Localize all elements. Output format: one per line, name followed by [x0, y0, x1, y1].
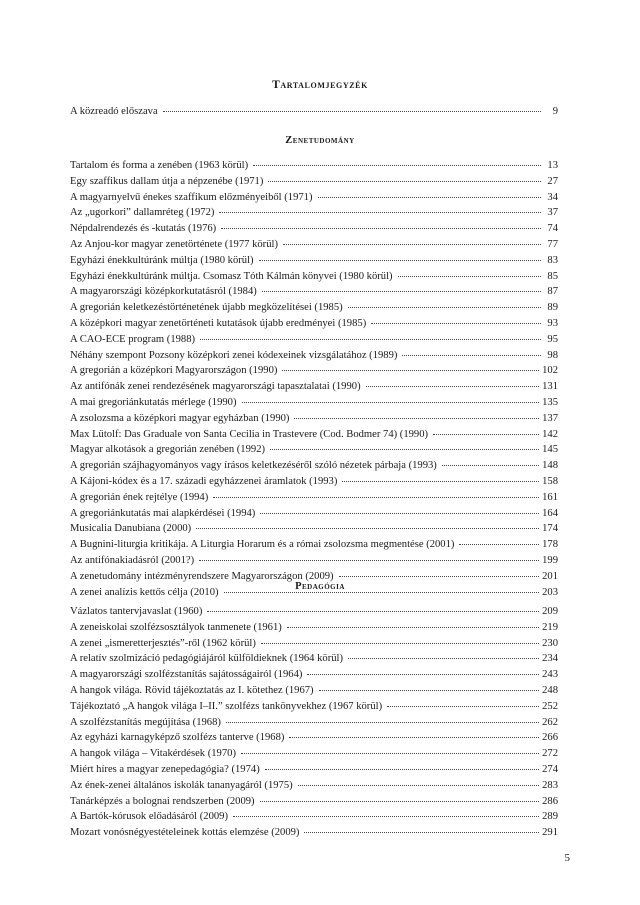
toc-entry — [70, 379, 558, 395]
toc-entry-page: 161 — [542, 491, 558, 503]
dot-leader — [289, 736, 539, 738]
toc-entry — [70, 746, 558, 762]
dot-leader — [304, 831, 539, 833]
dot-leader — [199, 559, 539, 561]
toc-entry-page: 85 — [547, 270, 558, 282]
toc-entry — [70, 794, 558, 810]
toc-entry — [70, 395, 558, 411]
toc-entry — [70, 636, 558, 652]
toc-entry-title: Tájékoztató „A hangok világa I–II.” szolfézs tankönyvekhez (1967 körül) — [70, 700, 383, 712]
toc-entry-title: A mai gregoriánkutatás mérlege (1990) — [70, 396, 237, 408]
toc-entry-title: Egy szaffikus dallam útja a népzenébe (1971) — [70, 175, 264, 187]
toc-entry — [70, 521, 558, 537]
toc-entry — [70, 284, 558, 300]
toc-entry-page: 93 — [547, 317, 558, 329]
toc-entry-page: 77 — [547, 238, 558, 250]
toc-entry-title: A gregorián ének rejtélye (1994) — [70, 491, 209, 503]
toc-entry-title: A hangok világa. Rövid tájékoztatás az I. kötethez (1967) — [70, 684, 314, 696]
toc-entry — [70, 683, 558, 699]
toc-entry — [70, 474, 558, 490]
toc-entry — [70, 699, 558, 715]
toc-entry-title: A hangok világa – Vitakérdések (1970) — [70, 748, 236, 760]
toc-entry-page: 148 — [542, 460, 558, 472]
toc-entry-title: Az ének-zenei általános iskolák tananyagáról (1975) — [70, 779, 293, 791]
toc-entry-page: 27 — [547, 175, 558, 187]
toc-entry-page: 291 — [542, 827, 558, 839]
dot-leader — [402, 354, 541, 356]
toc-entry-title: A Bartók-kórusok előadásáról (2009) — [70, 811, 228, 823]
toc-entry — [70, 300, 558, 316]
toc-entry-title: A Bugnini-liturgia kritikája. A Liturgia Horarum és a római zsolozsma megmentése (2001) — [70, 539, 455, 551]
dot-leader — [163, 110, 541, 112]
dot-leader — [260, 512, 539, 514]
dot-leader — [265, 768, 539, 770]
toc-entry-page: 286 — [542, 795, 558, 807]
toc-entry — [70, 553, 558, 569]
toc-entry-title: Az antifónák zenei rendezésének magyarországi tapasztalatai (1990) — [70, 381, 361, 393]
toc-entry — [70, 221, 558, 237]
toc-entry-title: Népdalrendezés és -kutatás (1976) — [70, 223, 217, 235]
toc-entry — [70, 537, 558, 553]
toc-entry — [70, 715, 558, 731]
dot-leader — [253, 164, 541, 166]
toc-entry-page: 102 — [542, 365, 558, 377]
toc-entry-title: A magyarnyelvű énekes szaffikum előzményeiből (1971) — [70, 191, 313, 203]
toc-entry-page: 37 — [547, 207, 558, 219]
toc-entry-title: Az antifónakiadásról (2001?) — [70, 554, 195, 566]
toc-entry-title: A CAO-ECE program (1988) — [70, 333, 196, 345]
toc-entry-title: A zenetudomány intézményrendszere Magyarországon (2009) — [70, 570, 334, 582]
dot-leader — [442, 464, 539, 466]
toc-entry-title: Mozart vonósnégyestételeinek kottás elemzése (2009) — [70, 827, 300, 839]
toc-entry — [70, 442, 558, 458]
toc-entry-page: 74 — [547, 223, 558, 235]
toc-entry-page: 272 — [542, 748, 558, 760]
dot-leader — [433, 433, 539, 435]
toc-entry — [70, 237, 558, 253]
toc-entry-title: A zenei „ismeretterjesztés”-ről (1962 körül) — [70, 637, 256, 649]
dot-leader — [207, 610, 539, 612]
toc-entry-title: A magyarországi középkorkutatásról (1984) — [70, 286, 257, 298]
toc-entry-title: Magyar alkotások a gregorián zenében (1992) — [70, 444, 266, 456]
toc-entry-title: A közreadó előszava — [70, 106, 158, 117]
toc-entry-page: 178 — [542, 539, 558, 551]
toc-entry — [70, 762, 558, 778]
toc-entry-title: Max Lütolf: Das Graduale von Santa Cecilia in Trastevere (Cod. Bodmer 74) (1990) — [70, 428, 429, 440]
toc-entry — [70, 506, 558, 522]
toc-entry — [70, 253, 558, 269]
toc-entry-title: Néhány szempont Pozsony középkori zenei kódexeinek vizsgálatához (1989) — [70, 349, 398, 361]
toc-entry-page: 131 — [542, 381, 558, 393]
dot-leader — [298, 784, 539, 786]
dot-leader — [196, 527, 539, 529]
dot-leader — [270, 448, 539, 450]
toc-entry-title: A gregoriánkutatás mai alapkérdései (1994) — [70, 507, 256, 519]
toc-entry — [70, 604, 558, 620]
toc-entry-page: 174 — [542, 523, 558, 535]
toc-entry — [70, 190, 558, 206]
toc-entry-page: 145 — [542, 444, 558, 456]
toc-entry-page: 137 — [542, 412, 558, 424]
toc-entry-title: Az egyházi karnagyképző szolfézs tanterve (1968) — [70, 732, 285, 744]
toc-entry-title: A középkori magyar zenetörténeti kutatások újabb eredményei (1985) — [70, 317, 367, 329]
toc-entry-page: 289 — [542, 811, 558, 823]
dot-leader — [233, 815, 539, 817]
toc-entry-title: A zsolozsma a középkori magyar egyházban (1990) — [70, 412, 290, 424]
toc-entry-page: 209 — [542, 606, 558, 617]
dot-leader — [261, 642, 539, 644]
toc-entry-title: Egyházi énekkultúránk múltja (1980 körül) — [70, 254, 254, 266]
dot-leader — [282, 369, 539, 371]
toc-entry — [70, 427, 558, 443]
toc-entry-page: 274 — [542, 763, 558, 775]
page-number: 5 — [564, 852, 570, 864]
toc-entry — [70, 667, 558, 683]
dot-leader — [200, 338, 541, 340]
toc-entry-page: 230 — [542, 637, 558, 649]
toc-entry — [70, 620, 558, 636]
toc-entry-page: 89 — [547, 302, 558, 314]
toc-entry — [70, 730, 558, 746]
toc-entry-title: A zeneiskolai szolfézsosztályok tanmenete (1961) — [70, 621, 282, 633]
page-title: Tartalomjegyzék — [272, 79, 368, 91]
toc-entry-title: A relatív szolmizáció pedagógiájáról külföldieknek (1964 körül) — [70, 653, 344, 665]
toc-entry-title: Vázlatos tantervjavaslat (1960) — [70, 606, 203, 617]
section-heading-zenetudomany: Zenetudomány — [285, 135, 355, 146]
dot-leader — [348, 657, 539, 659]
toc-entry-page: 219 — [542, 621, 558, 633]
dot-leader — [287, 626, 539, 628]
dot-leader — [221, 227, 541, 229]
toc-entry-page: 243 — [542, 669, 558, 681]
toc-entry — [70, 348, 558, 364]
toc-entry-page: 87 — [547, 286, 558, 298]
toc-entry-page: 83 — [547, 254, 558, 266]
intro-list — [70, 104, 558, 120]
toc-entry-page: 203 — [542, 586, 558, 598]
toc-entry-title: Miért híres a magyar zenepedagógia? (1974) — [70, 763, 260, 775]
dot-leader — [307, 673, 539, 675]
toc-entry-page: 248 — [542, 684, 558, 696]
toc-entry-page: 164 — [542, 507, 558, 519]
toc-entry — [70, 411, 558, 427]
dot-leader — [283, 243, 541, 245]
toc-entry-title: A szolfézstanítás megújítása (1968) — [70, 716, 221, 728]
toc-entry-page: 158 — [542, 475, 558, 487]
toc-entry-page: 201 — [542, 570, 558, 582]
toc-entry-page: 266 — [542, 732, 558, 744]
toc-entry — [70, 158, 558, 174]
dot-leader — [371, 322, 541, 324]
dot-leader — [348, 306, 541, 308]
dot-leader — [242, 401, 540, 403]
toc-entry-title: A gregorián a középkori Magyarországon (1990) — [70, 365, 278, 377]
toc-entry — [70, 316, 558, 332]
toc-entry-page: 252 — [542, 700, 558, 712]
toc-entry-title: A zenei analízis kettős célja (2010) — [70, 586, 219, 598]
toc-entry-title: A gregorián keletkezéstörténetének újabb megközelítései (1985) — [70, 302, 343, 314]
dot-leader — [342, 480, 539, 482]
toc-entry-title: A gregorián szájhagyományos vagy írásos keletkezéséről szóló nézetek párbaja (1993) — [70, 460, 437, 472]
dot-leader — [387, 705, 539, 707]
toc-entry-title: Tanárképzés a bolognai rendszerben (2009) — [70, 795, 255, 807]
section-list-pedagogia — [70, 604, 558, 841]
toc-entry — [70, 332, 558, 348]
dot-leader — [226, 721, 539, 723]
toc-entry-page: 13 — [547, 160, 558, 171]
toc-entry-page: 262 — [542, 716, 558, 728]
toc-entry-page: 199 — [542, 554, 558, 566]
toc-entry-page: 283 — [542, 779, 558, 791]
toc-entry-title: Tartalom és forma a zenében (1963 körül) — [70, 160, 249, 171]
toc-entry-page: 234 — [542, 653, 558, 665]
toc-entry — [70, 825, 558, 841]
toc-entry — [70, 490, 558, 506]
dot-leader — [398, 275, 541, 277]
toc-entry-title: Musicalia Danubiana (2000) — [70, 523, 192, 535]
dot-leader — [319, 689, 540, 691]
toc-entry — [70, 269, 558, 285]
toc-entry-title: A magyarországi szolfézstanítás sajátosságairól (1964) — [70, 669, 303, 681]
toc-entry-title: Az Anjou-kor magyar zenetörténete (1977 körül) — [70, 238, 278, 250]
dot-leader — [262, 290, 541, 292]
dot-leader — [366, 385, 540, 387]
toc-entry-page: 95 — [547, 333, 558, 345]
section-heading-pedagogia: Pedagógia — [295, 581, 345, 592]
toc-entry-page: 135 — [542, 396, 558, 408]
toc-entry — [70, 205, 558, 221]
dot-leader — [213, 496, 539, 498]
toc-entry-page: 9 — [552, 106, 558, 117]
toc-entry — [70, 809, 558, 825]
dot-leader — [294, 417, 539, 419]
toc-entry-title: Egyházi énekkultúránk múltja. Csomasz Tóth Kálmán könyvei (1980 körül) — [70, 270, 393, 282]
toc-entry — [70, 458, 558, 474]
toc-entry — [70, 104, 558, 120]
toc-entry-page: 34 — [547, 191, 558, 203]
dot-leader — [259, 259, 541, 261]
toc-entry-title: A Kájoni-kódex és a 17. századi egyházzenei áramlatok (1993) — [70, 475, 338, 487]
dot-leader — [219, 211, 541, 213]
toc-entry — [70, 363, 558, 379]
dot-leader — [339, 575, 540, 577]
section-list-zenetudomany — [70, 158, 558, 600]
toc-entry-page: 142 — [542, 428, 558, 440]
toc-entry — [70, 778, 558, 794]
toc-entry-page: 98 — [547, 349, 558, 361]
dot-leader — [459, 543, 539, 545]
dot-leader — [260, 800, 540, 802]
toc-entry-title: Az „ugorkori” dallamréteg (1972) — [70, 207, 215, 219]
toc-entry — [70, 174, 558, 190]
dot-leader — [268, 180, 541, 182]
dot-leader — [318, 196, 541, 198]
dot-leader — [241, 752, 539, 754]
toc-entry — [70, 651, 558, 667]
